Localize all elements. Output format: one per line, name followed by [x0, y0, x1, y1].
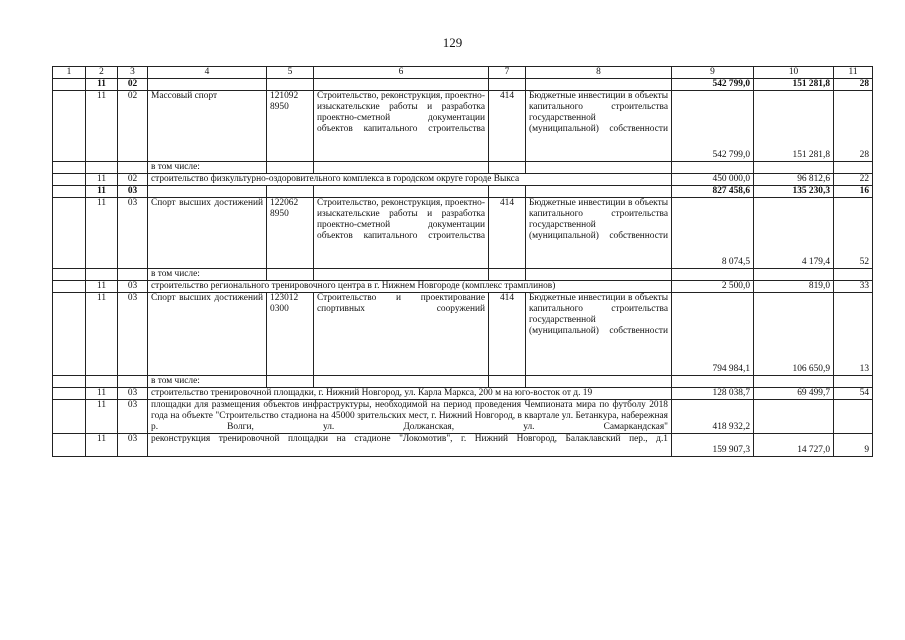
including-label: в том числе: — [148, 269, 267, 281]
subsection-code: 03 — [118, 186, 148, 198]
section-code: 11 — [86, 186, 118, 198]
count-col11: 28 — [834, 79, 873, 91]
expense-description: Строительство и проектирование спортивных сооружений — [314, 293, 489, 376]
section-code: 11 — [86, 79, 118, 91]
count-col11: 9 — [834, 434, 873, 457]
expense-type-name: Бюджетные инвестиции в объекты капитального строительства государственной (муниципальной) собственности — [526, 91, 672, 162]
target-code: 123012 0300 — [267, 293, 314, 376]
amount-col10 — [754, 400, 834, 434]
including-label: в том числе: — [148, 162, 267, 174]
object-description: строительство регионального тренировочного центра в г. Нижнем Новгороде (комплекс трамплинов) — [148, 281, 672, 293]
column-header: 9 — [672, 67, 754, 79]
expense-type-name: Бюджетные инвестиции в объекты капитального строительства государственной (муниципальной) собственности — [526, 293, 672, 376]
table-row — [53, 293, 873, 376]
amount-col10: 106 650,9 — [754, 293, 834, 376]
item-name: Массовый спорт — [148, 91, 267, 162]
subsection-code: 03 — [118, 434, 148, 457]
subsection-code: 03 — [118, 400, 148, 434]
subsection-code: 03 — [118, 281, 148, 293]
amount-col10: 135 230,3 — [754, 186, 834, 198]
amount-col9: 8 074,5 — [672, 198, 754, 269]
section-total-row — [53, 186, 873, 198]
table-row — [53, 198, 873, 269]
amount-col9: 542 799,0 — [672, 91, 754, 162]
item-name: Спорт высших достижений — [148, 198, 267, 269]
column-header: 6 — [314, 67, 489, 79]
table-row — [53, 434, 873, 457]
count-col11: 52 — [834, 198, 873, 269]
column-header: 8 — [526, 67, 672, 79]
count-col11: 33 — [834, 281, 873, 293]
amount-col9: 542 799,0 — [672, 79, 754, 91]
amount-col9: 128 038,7 — [672, 388, 754, 400]
expense-type-code: 414 — [489, 198, 526, 269]
section-code: 11 — [86, 434, 118, 457]
column-header: 11 — [834, 67, 873, 79]
column-header: 3 — [118, 67, 148, 79]
subsection-code: 02 — [118, 79, 148, 91]
section-total-row — [53, 79, 873, 91]
count-col11: 54 — [834, 388, 873, 400]
section-code: 11 — [86, 174, 118, 186]
column-header: 10 — [754, 67, 834, 79]
section-code: 11 — [86, 388, 118, 400]
including-label: в том числе: — [148, 376, 267, 388]
column-header: 2 — [86, 67, 118, 79]
amount-col10: 14 727,0 — [754, 434, 834, 457]
section-code: 11 — [86, 293, 118, 376]
amount-col9: 159 907,3 — [672, 434, 754, 457]
column-header: 4 — [148, 67, 267, 79]
amount-col10: 151 281,8 — [754, 79, 834, 91]
subsection-code: 03 — [118, 198, 148, 269]
amount-col10: 151 281,8 — [754, 91, 834, 162]
count-col11: 16 — [834, 186, 873, 198]
subsection-code: 03 — [118, 388, 148, 400]
including-row — [53, 162, 873, 174]
table-row — [53, 281, 873, 293]
expense-type-code: 414 — [489, 91, 526, 162]
table-row — [53, 400, 873, 434]
amount-col9: 2 500,0 — [672, 281, 754, 293]
count-col11: 13 — [834, 293, 873, 376]
section-code: 11 — [86, 281, 118, 293]
column-header: 5 — [267, 67, 314, 79]
object-description: строительство физкультурно-оздоровительного комплекса в городском округе городе Выкса — [148, 174, 672, 186]
amount-col10: 96 812,6 — [754, 174, 834, 186]
column-number-row — [53, 67, 873, 79]
subsection-code: 02 — [118, 91, 148, 162]
amount-col9: 827 458,6 — [672, 186, 754, 198]
expense-type-name: Бюджетные инвестиции в объекты капитального строительства государственной (муниципальной) собственности — [526, 198, 672, 269]
item-name: Спорт высших достижений — [148, 293, 267, 376]
amount-col10: 819,0 — [754, 281, 834, 293]
table-row — [53, 91, 873, 162]
column-header: 1 — [53, 67, 86, 79]
column-header: 7 — [489, 67, 526, 79]
amount-col9: 450 000,0 — [672, 174, 754, 186]
expense-description: Строительство, реконструкция, проектно-изыскательские работы и разработка проектно-сметной документации объектов капитального строительства — [314, 91, 489, 162]
budget-table — [52, 66, 873, 457]
target-code: 121092 8950 — [267, 91, 314, 162]
expense-description: Строительство, реконструкция, проектно-изыскательские работы и разработка проектно-сметной документации объектов капитального строительства — [314, 198, 489, 269]
including-row — [53, 376, 873, 388]
count-col11: 22 — [834, 174, 873, 186]
section-code: 11 — [86, 91, 118, 162]
amount-col10: 4 179,4 — [754, 198, 834, 269]
object-description: площадки для размещения объектов инфраструктуры, необходимой на период проведения Чемпионата мира по футболу 2018 года на объекте "Строительство стадиона на 45000 зрительских мест, г. Нижний Новгород, в квартале ул. Бетанкура, набережная р. Волги, ул. Должанская, ул. Самаркандская" — [148, 400, 672, 434]
section-code: 11 — [86, 400, 118, 434]
amount-col9: 794 984,1 — [672, 293, 754, 376]
subsection-code: 03 — [118, 293, 148, 376]
subsection-code: 02 — [118, 174, 148, 186]
section-code: 11 — [86, 198, 118, 269]
target-code: 122062 8950 — [267, 198, 314, 269]
count-col11: 28 — [834, 91, 873, 162]
amount-col9: 418 932,2 — [672, 400, 754, 434]
amount-col10: 69 499,7 — [754, 388, 834, 400]
page-number: 129 — [442, 35, 463, 50]
object-description: строительство тренировочной площадки, г. Нижний Новгород, ул. Карла Маркса, 200 м на юго-восток от д. 19 — [148, 388, 672, 400]
table-row — [53, 388, 873, 400]
including-row — [53, 269, 873, 281]
table-row — [53, 174, 873, 186]
object-description: реконструкция тренировочной площадки на стадионе "Локомотив", г. Нижний Новгород, Балаклавский пер., д.1 — [148, 434, 672, 457]
count-col11 — [834, 400, 873, 434]
expense-type-code: 414 — [489, 293, 526, 376]
